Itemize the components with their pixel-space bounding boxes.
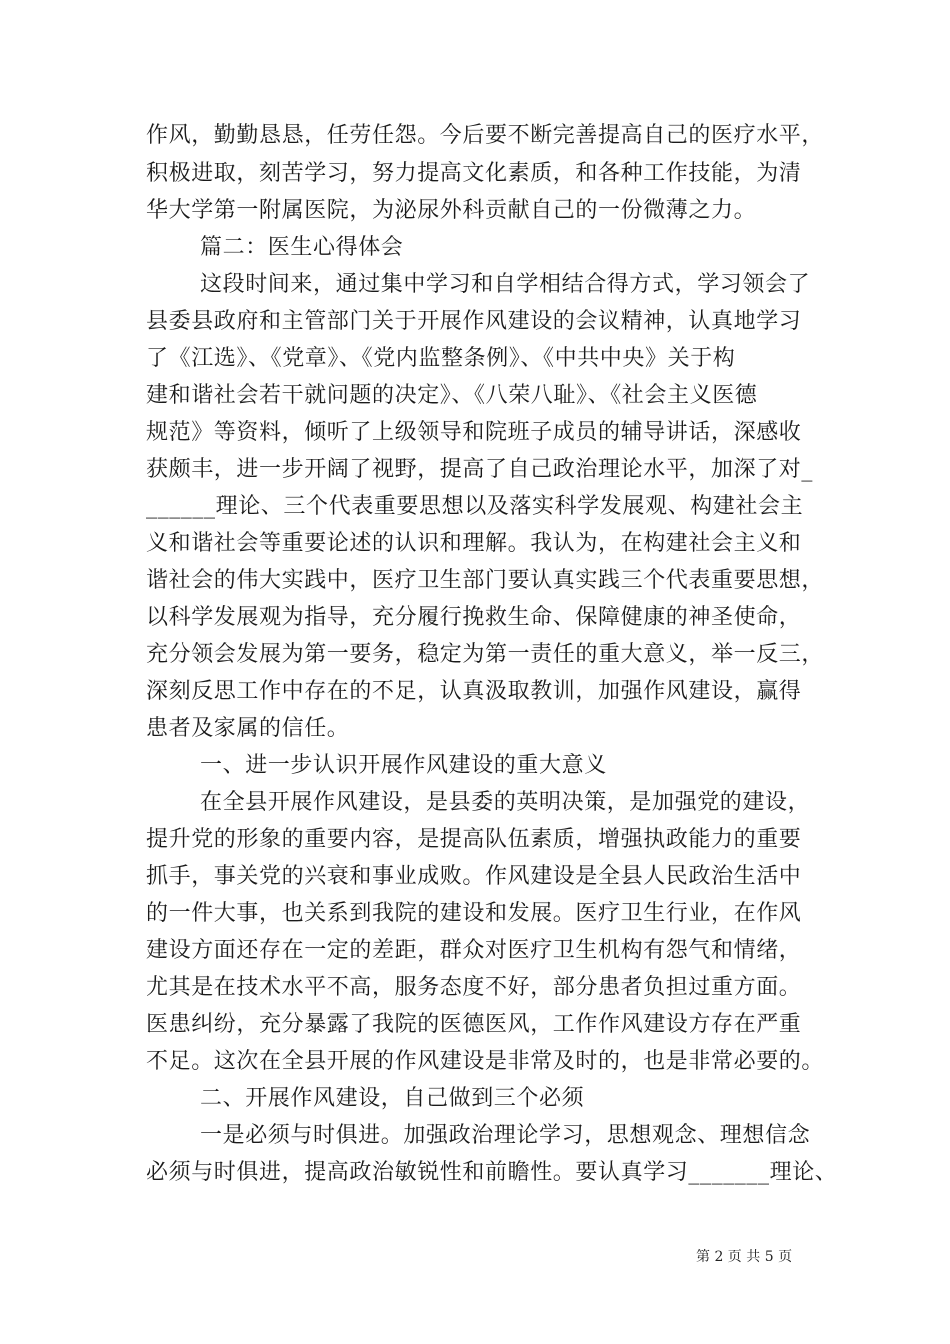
text-line: 积极进取，刻苦学习，努力提高文化素质，和各种工作技能，为清 [146, 161, 802, 186]
text-line: 不足。这次在全县开展的作风建设是非常及时的，也是非常必要的。 [146, 1049, 825, 1074]
section-heading: 篇二：医生心得体会 [200, 235, 404, 260]
text-line: 充分领会发展为第一要务，稳定为第一责任的重大意义，举一反三， [146, 642, 825, 667]
text-line: 一是必须与时俱进。加强政治理论学习，思想观念、理想信念 [200, 1123, 811, 1148]
text-line: 建和谐社会若干就问题的决定》、《八荣八耻》、《社会主义医德 [146, 383, 758, 408]
text-line: 了《江选》、《党章》、《党内监整条例》、《中共中央》关于构 [146, 346, 736, 371]
text-line: 规范》等资料，倾听了上级领导和院班子成员的辅导讲话，深感收 [146, 420, 802, 445]
text-line: 抓手，事关党的兴衰和事业成败。作风建设是全县人民政治生活中 [146, 864, 802, 889]
text-line: 以科学发展观为指导，充分履行挽救生命、保障健康的神圣使命， [146, 605, 802, 630]
text-line: 深刻反思工作中存在的不足，认真汲取教训，加强作风建设，赢得 [146, 679, 802, 704]
text-line: 华大学第一附属医院，为泌尿外科贡献自己的一份微薄之力。 [146, 198, 757, 223]
text-line: 义和谐社会等重要论述的认识和理解。我认为，在构建社会主义和 [146, 531, 802, 556]
text-line: 提升党的形象的重要内容，是提高队伍素质，增强执政能力的重要 [146, 827, 802, 852]
text-line: 必须与时俱进，提高政治敏锐性和前瞻性。要认真学习_______理论、 [146, 1160, 838, 1185]
text-line: 的一件大事，也关系到我院的建设和发展。医疗卫生行业，在作风 [146, 901, 802, 926]
text-line: 医患纠纷，充分暴露了我院的医德医风，工作作风建设方存在严重 [146, 1012, 802, 1037]
text-line: 患者及家属的信任。 [146, 716, 350, 741]
text-line: 在全县开展作风建设，是县委的英明决策，是加强党的建设， [200, 790, 811, 815]
page-number-footer: 第 2 页 共 5 页 [696, 1249, 793, 1265]
text-line: 这段时间来，通过集中学习和自学相结合得方式，学习领会了 [200, 272, 811, 297]
section-heading: 二、开展作风建设，自己做到三个必须 [200, 1086, 585, 1111]
text-line: 建设方面还存在一定的差距，群众对医疗卫生机构有怨气和情绪， [146, 938, 802, 963]
text-line: 尤其是在技术水平不高，服务态度不好，部分患者负担过重方面。 [146, 975, 802, 1000]
section-heading: 一、进一步认识开展作风建设的重大意义 [200, 753, 607, 778]
text-line: 作风，勤勤恳恳，任劳任怨。今后要不断完善提高自己的医疗水平， [146, 123, 825, 148]
text-line: 县委县政府和主管部门关于开展作风建设的会议精神，认真地学习 [146, 309, 802, 334]
text-line: 获颇丰，进一步开阔了视野，提高了自己政治理论水平，加深了对_ [146, 457, 814, 482]
text-line: 谐社会的伟大实践中，医疗卫生部门要认真实践三个代表重要思想， [146, 568, 825, 593]
text-line: ______理论、三个代表重要思想以及落实科学发展观、构建社会主 [146, 494, 804, 519]
